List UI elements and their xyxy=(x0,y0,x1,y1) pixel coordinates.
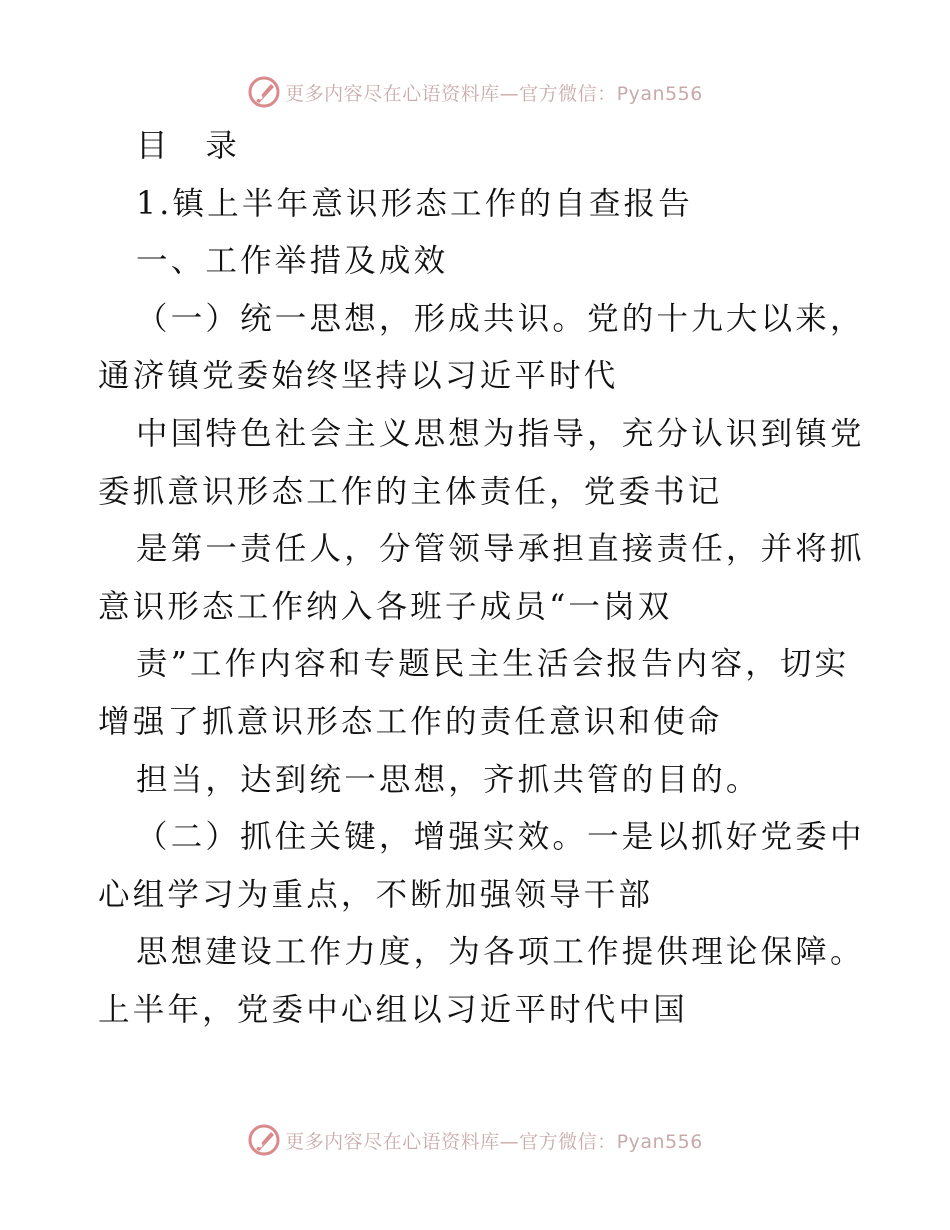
text-line: （二）抓住关键，增强实效。一是以抓好党委中 xyxy=(136,819,865,856)
text-line: 增强了抓意识形态工作的责任意识和使命 xyxy=(98,703,723,740)
text-line: 意识形态工作纳入各班子成员“一岗双 xyxy=(98,588,673,625)
footer-watermark xyxy=(0,1120,950,1160)
text-line: 委抓意识形态工作的主体责任，党委书记 xyxy=(98,473,723,510)
text-line: 担当，达到统一思想，齐抓共管的目的。 xyxy=(136,761,761,798)
text-line: 1.镇上半年意识形态工作的自查报告 xyxy=(136,185,693,222)
text-line: 思想建设工作力度，为各项工作提供理论保障。 xyxy=(136,934,865,971)
text-line: 心组学习为重点，不断加强领导干部 xyxy=(98,876,654,913)
header-watermark xyxy=(0,72,950,112)
pen-circle-logo-icon xyxy=(247,75,281,109)
watermark-text: 更多内容尽在心语资料库—官方微信：Pyan556 xyxy=(285,1130,703,1153)
pen-circle-logo-icon xyxy=(247,1123,281,1157)
text-line: 责”工作内容和专题民主生活会报告内容，切实 xyxy=(136,646,850,683)
text-line: 是第一责任人，分管领导承担直接责任，并将抓 xyxy=(136,531,865,568)
text-line: 目 录 xyxy=(136,128,241,164)
watermark-text: 更多内容尽在心语资料库—官方微信：Pyan556 xyxy=(285,82,703,105)
text-line: 上半年，党委中心组以习近平时代中国 xyxy=(98,991,688,1028)
document-body xyxy=(98,118,865,1040)
text-line: 中国特色社会主义思想为指导，充分认识到镇党 xyxy=(136,415,865,452)
text-line: 一、工作举措及成效 xyxy=(136,243,449,280)
text-line: 通济镇党委始终坚持以习近平时代 xyxy=(98,358,619,395)
text-line: （一）统一思想，形成共识。党的十九大以来， xyxy=(136,300,865,337)
